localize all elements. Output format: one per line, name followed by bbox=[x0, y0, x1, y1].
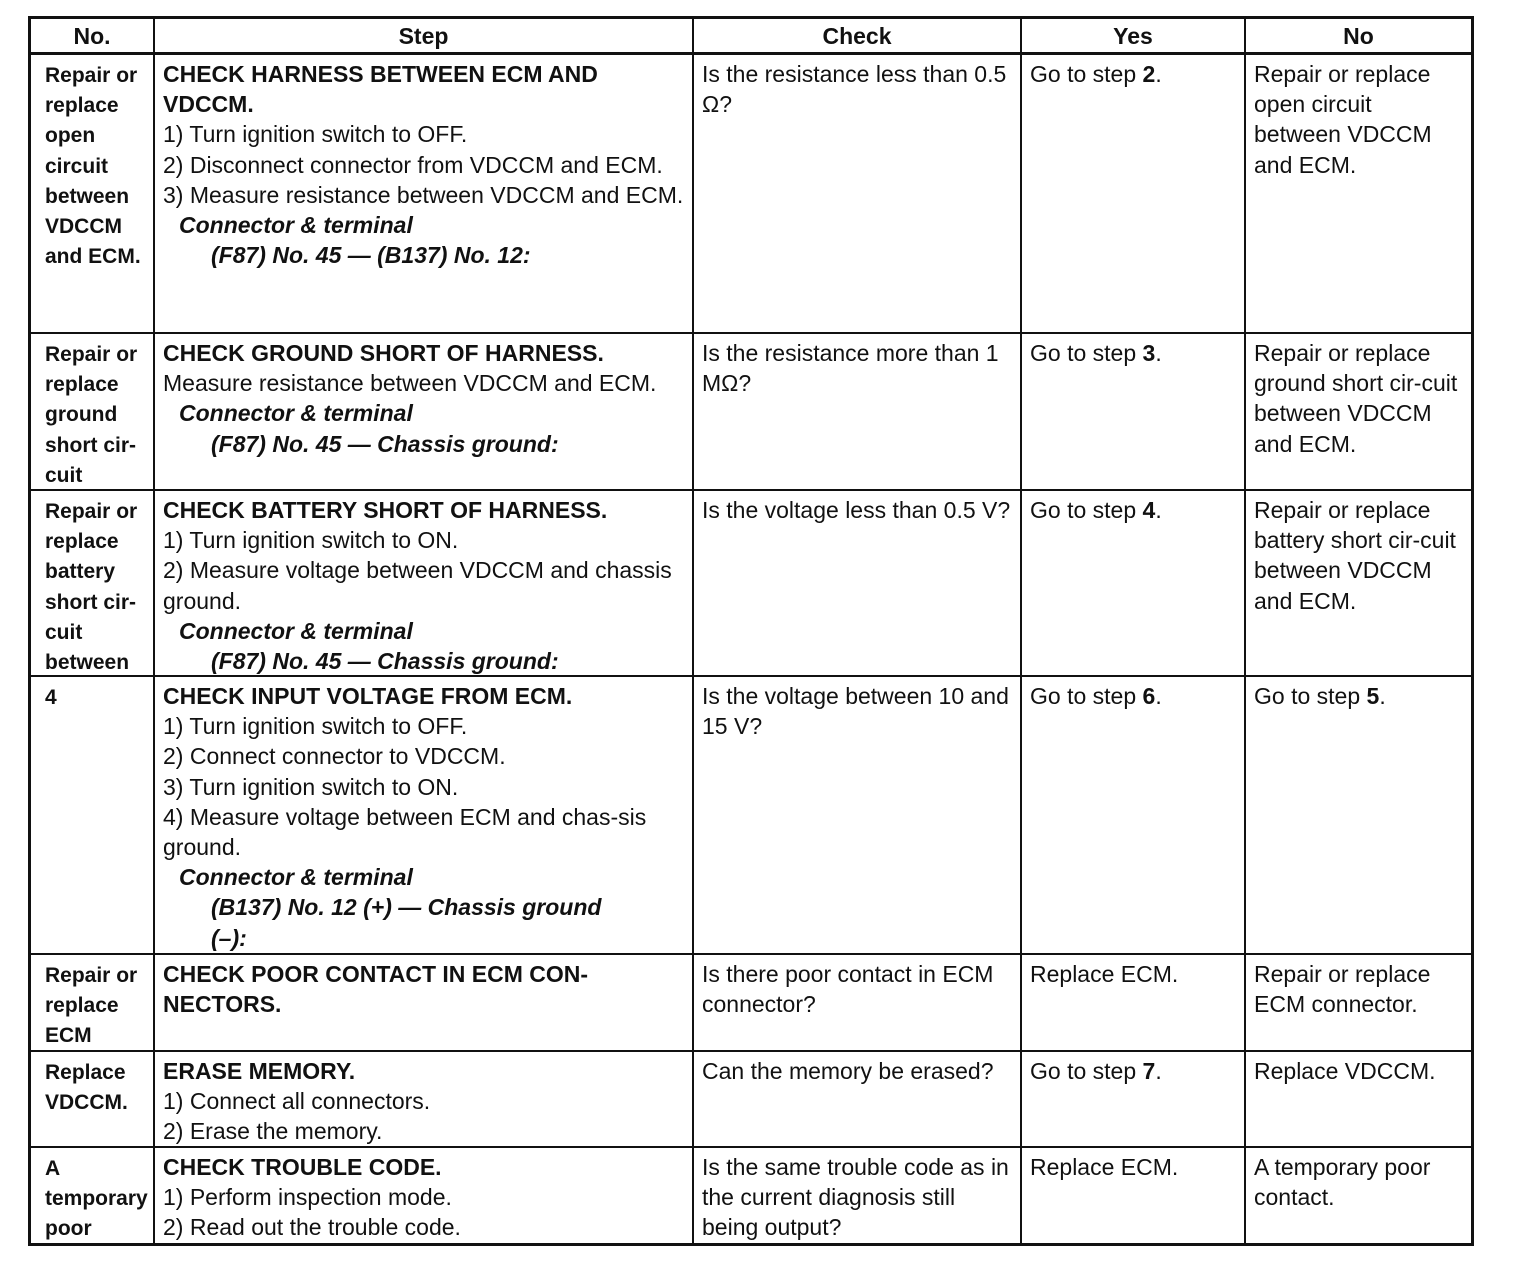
step-line: 2) Measure voltage between VDCCM and chassis ground. bbox=[163, 557, 672, 614]
yes-suffix: . bbox=[1155, 683, 1162, 709]
step-line: 2) Erase the memory. bbox=[163, 1118, 383, 1145]
row-7-step bbox=[155, 1148, 694, 1243]
no-prefix: Go to step bbox=[1254, 683, 1367, 709]
diagnostic-table bbox=[28, 16, 1474, 1246]
step-title: CHECK BATTERY SHORT OF HARNESS. bbox=[163, 497, 608, 523]
row-5-step bbox=[155, 955, 694, 1052]
yes-suffix: . bbox=[1155, 340, 1162, 366]
connector-label: Connector & terminal bbox=[179, 617, 413, 644]
row-1-yes bbox=[1022, 55, 1246, 334]
row-5-check: Is there poor contact in ECM connector? bbox=[694, 955, 1022, 1052]
row-1-number: Repair or replace open circuit between VDCCM and ECM. bbox=[31, 55, 155, 334]
yes-suffix: . bbox=[1155, 497, 1162, 523]
row-6-number: Replace VDCCM. bbox=[31, 1052, 155, 1148]
header-no-result: No bbox=[1246, 19, 1471, 55]
connector-value: (F87) No. 45 — Chassis ground: bbox=[211, 648, 559, 675]
step-title: ERASE MEMORY. bbox=[163, 1058, 356, 1084]
yes-step: 4 bbox=[1142, 497, 1156, 523]
row-1-no: Repair or replace open circuit between VDCCM and ECM. bbox=[1246, 55, 1471, 334]
yes-step: 3 bbox=[1142, 340, 1156, 366]
row-5-no: Repair or replace ECM connector. bbox=[1246, 955, 1471, 1052]
yes-prefix: Go to step bbox=[1030, 497, 1143, 523]
row-4-check: Is the voltage between 10 and 15 V? bbox=[694, 677, 1022, 955]
row-3-yes bbox=[1022, 491, 1246, 677]
step-line: 3) Turn ignition switch to ON. bbox=[163, 773, 459, 800]
row-2-no: Repair or replace ground short cir-cuit between VDCCM and ECM. bbox=[1246, 334, 1471, 491]
row-6-yes bbox=[1022, 1052, 1246, 1148]
connector-label: Connector & terminal bbox=[179, 864, 413, 891]
no-step: 5 bbox=[1366, 683, 1380, 709]
row-1-check: Is the resistance less than 0.5 Ω? bbox=[694, 55, 1022, 334]
connector-value: (F87) No. 45 — (B137) No. 12: bbox=[211, 242, 531, 269]
step-line: 4) Measure voltage between ECM and chas-sis ground. bbox=[163, 803, 647, 861]
yes-prefix: Go to step bbox=[1030, 683, 1143, 709]
header-no: No. bbox=[31, 19, 155, 55]
row-6-step bbox=[155, 1052, 694, 1148]
row-3-no: Repair or replace battery short cir-cuit between VDCCM and ECM. bbox=[1246, 491, 1471, 677]
connector-label: Connector & terminal bbox=[179, 212, 413, 239]
step-title: CHECK POOR CONTACT IN ECM CON-NECTORS. bbox=[163, 961, 589, 1018]
row-4-no bbox=[1246, 677, 1471, 955]
step-title: CHECK GROUND SHORT OF HARNESS. bbox=[163, 340, 604, 366]
step-title: CHECK HARNESS BETWEEN ECM AND VDCCM. bbox=[163, 61, 598, 118]
row-7-check: Is the same trouble code as in the current diagnosis still being output? bbox=[694, 1148, 1022, 1243]
yes-step: 7 bbox=[1142, 1058, 1156, 1084]
row-4-number: 4 bbox=[31, 677, 155, 955]
row-2-yes bbox=[1022, 334, 1246, 491]
yes-suffix: . bbox=[1155, 1058, 1162, 1084]
row-4-step bbox=[155, 677, 694, 955]
yes-prefix: Go to step bbox=[1030, 1058, 1143, 1084]
row-7-no: A temporary poor contact. bbox=[1254, 1154, 1431, 1211]
yes-step: 2 bbox=[1142, 61, 1156, 87]
row-2-number: Repair or replace ground short cir-cuit bbox=[31, 334, 155, 491]
connector-label: Connector & terminal bbox=[179, 400, 413, 427]
row-1-step bbox=[155, 55, 694, 334]
step-line: 1) Turn ignition switch to ON. bbox=[163, 527, 459, 554]
row-5-yes: Replace ECM. bbox=[1022, 955, 1246, 1052]
yes-suffix: . bbox=[1155, 61, 1162, 87]
row-7-yes: Replace ECM. bbox=[1022, 1148, 1246, 1243]
header-step: Step bbox=[155, 19, 694, 55]
connector-value: (B137) No. 12 (+) — Chassis ground bbox=[211, 894, 602, 921]
step-line: 2) Read out the trouble code. bbox=[163, 1214, 461, 1241]
step-title: CHECK TROUBLE CODE. bbox=[163, 1154, 442, 1180]
yes-prefix: Go to step bbox=[1030, 61, 1143, 87]
row-5-number: Repair or replace ECM bbox=[31, 955, 155, 1052]
step-line: 1) Turn ignition switch to OFF. bbox=[163, 121, 468, 148]
step-line: 1) Perform inspection mode. bbox=[163, 1184, 452, 1211]
yes-prefix: Go to step bbox=[1030, 340, 1143, 366]
row-6-check: Can the memory be erased? bbox=[694, 1052, 1022, 1148]
yes-step: 6 bbox=[1142, 683, 1156, 709]
row-2-step bbox=[155, 334, 694, 491]
header-check: Check bbox=[694, 19, 1022, 55]
step-line: 1) Connect all connectors. bbox=[163, 1088, 431, 1115]
row-3-number: Repair or replace battery short cir-cuit between bbox=[31, 491, 155, 677]
step-line: 2) Disconnect connector from VDCCM and ECM. bbox=[163, 151, 663, 178]
step-line: 1) Turn ignition switch to OFF. bbox=[163, 713, 468, 740]
step-line: Measure resistance between VDCCM and ECM. bbox=[163, 370, 657, 397]
row-3-check: Is the voltage less than 0.5 V? bbox=[694, 491, 1022, 677]
step-line: 2) Connect connector to VDCCM. bbox=[163, 743, 506, 770]
row-7-number: A temporary poor bbox=[31, 1148, 155, 1243]
row-3-step bbox=[155, 491, 694, 677]
diagnostic-grid bbox=[31, 19, 1471, 1243]
step-line: 3) Measure resistance between VDCCM and ECM. bbox=[163, 181, 684, 208]
connector-value-continued: (–): bbox=[211, 924, 247, 951]
row-2-check: Is the resistance more than 1 MΩ? bbox=[694, 334, 1022, 491]
header-yes: Yes bbox=[1022, 19, 1246, 55]
no-suffix: . bbox=[1379, 683, 1386, 709]
connector-value: (F87) No. 45 — Chassis ground: bbox=[211, 430, 559, 457]
step-title: CHECK INPUT VOLTAGE FROM ECM. bbox=[163, 683, 573, 709]
row-6-no: Replace VDCCM. bbox=[1246, 1052, 1471, 1148]
row-4-yes bbox=[1022, 677, 1246, 955]
